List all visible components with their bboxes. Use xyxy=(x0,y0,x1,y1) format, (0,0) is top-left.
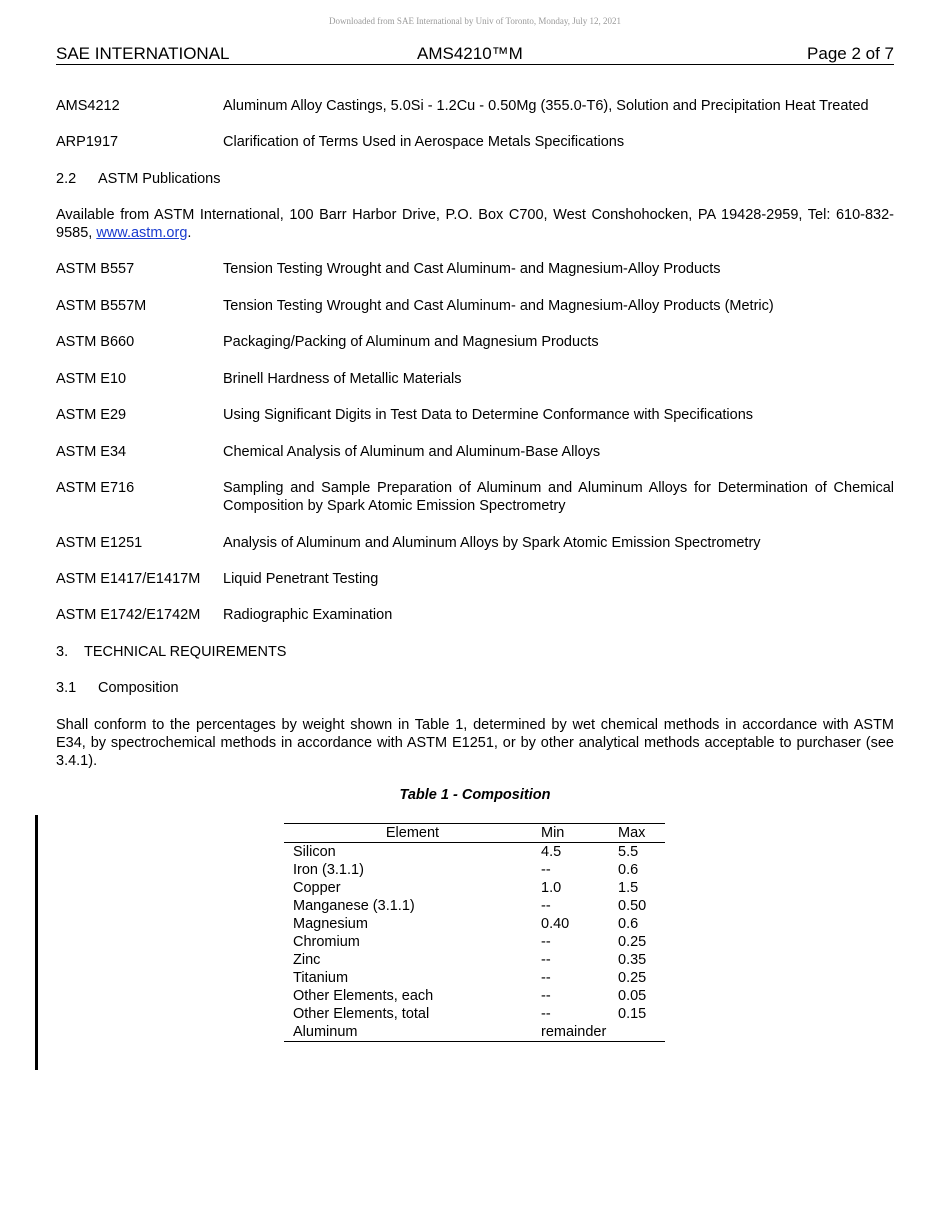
cell-element: Silicon xyxy=(293,844,336,860)
cell-max: 0.50 xyxy=(618,898,647,914)
availability-suffix: . xyxy=(187,225,192,241)
cell-min: -- xyxy=(541,862,551,878)
section-title: ASTM Publications xyxy=(98,171,221,187)
ref-title: Radiographic Examination xyxy=(223,607,393,623)
ref-title: Tension Testing Wrought and Cast Aluminum- and Magnesium-Alloy Products xyxy=(223,261,721,277)
astm-availability-paragraph xyxy=(56,206,894,242)
ref-row xyxy=(56,260,894,278)
table-row xyxy=(284,969,665,987)
composition-paragraph: Shall conform to the percentages by weight shown in Table 1, determined by wet chemical methods in accordance with ASTM E34, by spectrochemical methods in accordance with ASTM E1251, or by other analytical methods acceptable to purchaser (see 3.4.1). xyxy=(56,717,894,769)
ref-code: ASTM E716 xyxy=(56,480,135,496)
ref-code: ASTM E34 xyxy=(56,444,127,460)
cell-element: Iron (3.1.1) xyxy=(293,862,364,878)
cell-element: Manganese (3.1.1) xyxy=(293,898,415,914)
ref-row xyxy=(56,443,894,461)
section-3-heading xyxy=(56,643,894,661)
table-row xyxy=(284,933,665,951)
ref-row xyxy=(56,370,894,388)
cell-max: 0.15 xyxy=(618,1006,647,1022)
ref-title: Chemical Analysis of Aluminum and Aluminum-Base Alloys xyxy=(223,444,601,460)
cell-max xyxy=(618,1023,665,1042)
astm-reference-list xyxy=(56,260,894,624)
composition-table xyxy=(284,823,665,1042)
page-header xyxy=(56,44,894,65)
ref-code: ASTM B557M xyxy=(56,298,147,314)
cell-max: 0.6 xyxy=(618,916,639,932)
ref-row-ams4212 xyxy=(56,97,894,115)
cell-max: 0.25 xyxy=(618,970,647,986)
table-row xyxy=(284,1023,665,1042)
ref-code: ASTM B660 xyxy=(56,334,135,350)
astm-website-link[interactable]: www.astm.org xyxy=(96,225,188,241)
cell-element: Copper xyxy=(293,880,341,896)
table-row xyxy=(284,897,665,915)
cell-min: 4.5 xyxy=(541,844,562,860)
cell-max: 5.5 xyxy=(618,844,639,860)
ref-code: ASTM E1417/E1417M xyxy=(56,571,201,587)
ref-row xyxy=(56,606,894,624)
ref-row xyxy=(56,479,894,515)
ref-title: Clarification of Terms Used in Aerospace Metals Specifications xyxy=(223,134,625,150)
ref-title: Analysis of Aluminum and Aluminum Alloys by Spark Atomic Emission Spectrometry xyxy=(223,535,761,551)
cell-min: -- xyxy=(541,898,551,914)
header-element: Element xyxy=(284,824,541,843)
cell-element: Chromium xyxy=(293,934,360,950)
table-caption: Table 1 - Composition xyxy=(399,787,551,803)
ref-row xyxy=(56,333,894,351)
ref-code: ASTM B557 xyxy=(56,261,135,277)
table-row xyxy=(284,879,665,897)
ref-code: ASTM E1251 xyxy=(56,535,143,551)
header-min: Min xyxy=(541,824,618,843)
cell-min: -- xyxy=(541,988,551,1004)
cell-max: 0.35 xyxy=(618,952,647,968)
section-title: TECHNICAL REQUIREMENTS xyxy=(84,644,287,660)
download-note: Downloaded from SAE International by Univ of Toronto, Monday, July 12, 2021 xyxy=(328,16,622,26)
section-number: 3. xyxy=(56,644,69,660)
cell-element: Other Elements, each xyxy=(293,988,434,1004)
ref-title: Packaging/Packing of Aluminum and Magnesium Products xyxy=(223,334,599,350)
ref-row xyxy=(56,570,894,588)
cell-min: -- xyxy=(541,952,551,968)
cell-min: -- xyxy=(541,970,551,986)
availability-text: Available from ASTM International, 100 Barr Harbor Drive, P.O. Box C700, West Conshohocken, PA 19428-2959, Tel: 610-832-9585, xyxy=(56,207,894,241)
cell-min: remainder xyxy=(541,1023,618,1042)
table-row xyxy=(284,861,665,879)
page-content xyxy=(56,97,894,1042)
ref-row-arp1917 xyxy=(56,133,894,151)
ref-title: Sampling and Sample Preparation of Aluminum and Aluminum Alloys for Determination of Chemical Composition by Spark Atomic Emission Spectrometry xyxy=(223,480,894,514)
ref-title: Liquid Penetrant Testing xyxy=(223,571,379,587)
table-row xyxy=(284,1005,665,1023)
cell-element: Magnesium xyxy=(293,916,368,932)
cell-max: 0.6 xyxy=(618,862,639,878)
section-number: 2.2 xyxy=(56,171,77,187)
ref-row xyxy=(56,534,894,552)
section-2-2-heading xyxy=(56,170,894,188)
table-header-row xyxy=(284,824,665,843)
revision-change-bar xyxy=(35,815,38,1070)
ref-title: Brinell Hardness of Metallic Materials xyxy=(223,371,462,387)
header-doc-id: AMS4210™M xyxy=(417,44,523,63)
cell-min: 0.40 xyxy=(541,916,570,932)
cell-element: Aluminum xyxy=(284,1023,541,1042)
ref-title: Aluminum Alloy Castings, 5.0Si - 1.2Cu - 0.50Mg (355.0-T6), Solution and Precipitation Heat Treated xyxy=(223,98,869,114)
header-page-number: Page 2 of 7 xyxy=(807,44,894,63)
cell-element: Zinc xyxy=(293,952,321,968)
ref-title: Tension Testing Wrought and Cast Aluminum- and Magnesium-Alloy Products (Metric) xyxy=(223,298,774,314)
cell-max: 1.5 xyxy=(618,880,639,896)
header-max: Max xyxy=(618,824,665,843)
ref-code: AMS4212 xyxy=(56,98,120,114)
table-row xyxy=(284,915,665,933)
table-row xyxy=(284,843,665,862)
cell-element: Titanium xyxy=(293,970,349,986)
ref-code: ASTM E10 xyxy=(56,371,127,387)
cell-min: -- xyxy=(541,934,551,950)
table-row xyxy=(284,951,665,969)
cell-element: Other Elements, total xyxy=(293,1006,430,1022)
header-org: SAE INTERNATIONAL xyxy=(56,44,230,63)
section-title: Composition xyxy=(98,680,179,696)
ref-code: ASTM E1742/E1742M xyxy=(56,607,201,623)
ref-row xyxy=(56,297,894,315)
cell-min: 1.0 xyxy=(541,880,562,896)
cell-max: 0.25 xyxy=(618,934,647,950)
cell-max: 0.05 xyxy=(618,988,647,1004)
ref-row xyxy=(56,406,894,424)
cell-min: -- xyxy=(541,1006,551,1022)
section-number: 3.1 xyxy=(56,680,77,696)
ref-title: Using Significant Digits in Test Data to Determine Conformance with Specifications xyxy=(223,407,754,423)
section-3-1-heading xyxy=(56,679,894,697)
ref-code: ASTM E29 xyxy=(56,407,127,423)
ref-code: ARP1917 xyxy=(56,134,119,150)
table-row xyxy=(284,987,665,1005)
